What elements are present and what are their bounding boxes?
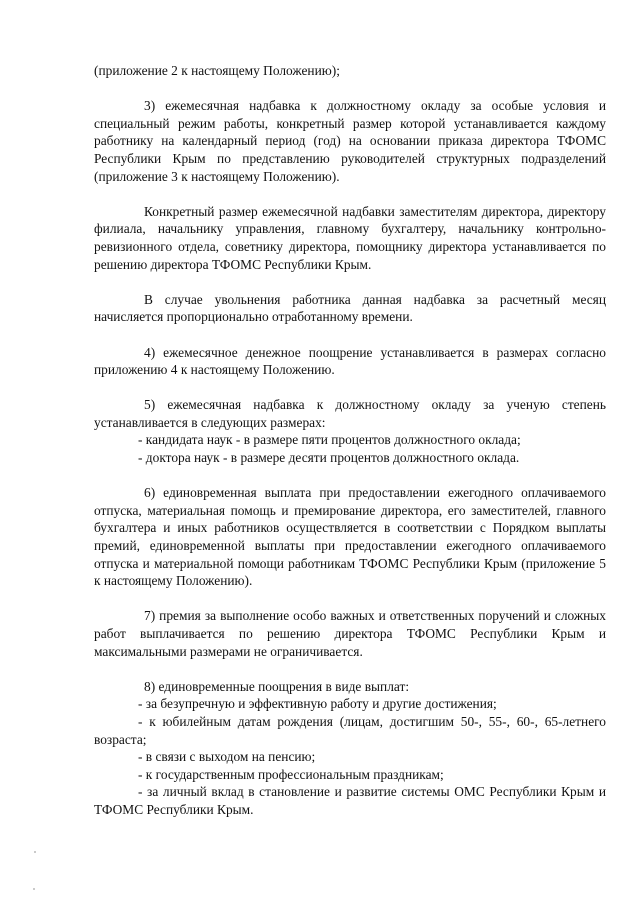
appendix-2-reference: (приложение 2 к настоящему Положению); — [94, 63, 340, 78]
paragraph-6: 6) единовременная выплата при предоставлении ежегодного оплачиваемого отпуска, материальная помощь и премирование директора, его заместителей, главного бухгалтера и иных работников осуществляется в соответствии с Порядком выплаты премий, единовременной выплаты при предоставлении ежегодного оплачиваемого отпуска и материальной помощи работникам ТФОМС Республики Крым (приложение 5 к настоящему Положению). — [94, 485, 606, 589]
paragraph-8-item: - к юбилейным датам рождения (лицам, достигшим 50-, 55-, 60-, 65-летнего возраста; — [94, 713, 606, 747]
paragraph-3-specific-size: Конкретный размер ежемесячной надбавки заместителям директора, директору филиала, начальнику управления, главному бухгалтеру, начальнику контрольно-ревизионного отдела, советнику директора, помощнику директора устанавливается по решению директора ТФОМС Республики Крым. — [94, 203, 606, 272]
paragraph-8-item: - за безупречную и эффективную работу и другие достижения; — [138, 696, 497, 712]
paragraph-8-intro: 8) единовременные поощрения в виде выплат: — [144, 678, 410, 694]
paragraph-8-item: - в связи с выходом на пенсию; — [138, 749, 316, 765]
paragraph-5-item: - доктора наук - в размере десяти процентов должностного оклада. — [138, 450, 520, 466]
paragraph-4: 4) ежемесячное денежное поощрение устанавливается в размерах согласно приложению 4 к настоящему Положению. — [94, 344, 606, 378]
scan-speck — [33, 888, 35, 890]
paragraph-8-item: - за личный вклад в становление и развитие системы ОМС Республики Крым и ТФОМС Республики Крым. — [94, 784, 606, 817]
paragraph-3-dismissal: В случае увольнения работника данная надбавка за расчетный месяц начисляется пропорционально отработанному времени. — [94, 291, 606, 325]
paragraph-5-item: - кандидата наук - в размере пяти процентов должностного оклада; — [138, 432, 521, 448]
paragraph-5-intro: 5) ежемесячная надбавка к должностному окладу за ученую степень устанавливается в следующих размерах: — [94, 397, 606, 430]
document-body — [94, 62, 606, 819]
scan-speck — [34, 851, 36, 853]
paragraph-8-item: - к государственным профессиональным праздникам; — [138, 766, 444, 782]
paragraph-7: 7) премия за выполнение особо важных и ответственных поручений и сложных работ выплачивается по решению директора ТФОМС Республики Крым и максимальными размерами не ограничивается. — [94, 608, 606, 659]
paragraph-3: 3) ежемесячная надбавка к должностному окладу за особые условия и специальный режим работы, конкретный размер которой устанавливается каждому работнику на календарный период (год) на основании приказа директора ТФОМС Республики Крым по представлению руководителей структурных подразделений (приложение 3 к настоящему Положению). — [94, 98, 606, 184]
